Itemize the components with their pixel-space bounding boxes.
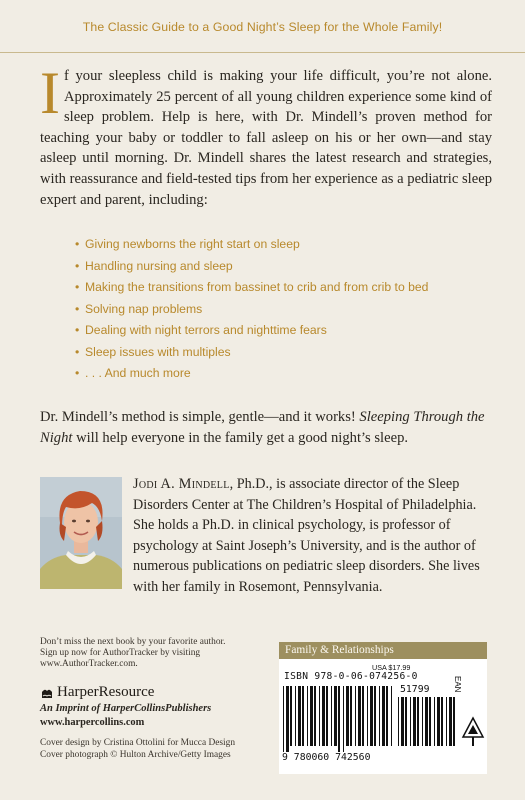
- list-item-label: Sleep issues with multiples: [85, 344, 231, 359]
- cover-credits: [40, 738, 260, 761]
- list-item-label: Solving nap problems: [85, 301, 203, 316]
- list-item-label: Giving newborns the right start on sleep: [85, 237, 300, 251]
- list-item-label: Dealing with night terrors and nighttime fears: [85, 323, 327, 337]
- closing-text-start: Dr. Mindell’s method is simple, gentle—and it works!: [40, 409, 360, 425]
- intro-paragraph: [40, 60, 492, 210]
- list-item: [75, 277, 495, 299]
- bullet-icon: •: [75, 323, 80, 337]
- book-title: Sleeping Through the Night: [40, 409, 485, 446]
- list-item-label: Making the transitions from bassinet to crib and from crib to bed: [85, 280, 429, 294]
- tagline: The Classic Guide to a Good Night’s Sleep for the Whole Family!: [82, 20, 443, 34]
- list-item: [75, 234, 495, 256]
- bullet-icon: •: [75, 301, 80, 316]
- publisher-website: www.harpercollins.com: [40, 717, 145, 728]
- drop-cap: I: [40, 60, 60, 126]
- triangle-logo-icon: [460, 715, 486, 749]
- author-bio-text: , Ph.D., is associate director of the Sleep Disorders Center at The Children’s Hospital of Philadelphia. She holds a Ph.D. in clinical psychology, is professor of psychology at Saint Joseph’s University, and is the author of numerous publications on pediatric sleep disorders. She lives with her family in Rosemont, Pennsylvania.: [133, 476, 480, 595]
- author-name: Jodi A. Mindell: [133, 476, 230, 492]
- harper-fire-water-icon: [40, 686, 54, 700]
- price-label: USA $17.99: [372, 663, 411, 672]
- price-code: 51799: [400, 684, 430, 695]
- bullet-icon: •: [75, 258, 80, 273]
- intro-text: f your sleepless child is making your life difficult, you’re not alone. Approximately 25 percent of all young children experience some kind of sleep problem. Help is here, with Dr. Mindell’s proven method for teaching your baby or toddler to fall asleep on his or her own—and stay asleep until morning. Dr. Mindell shares the latest research and strategies, with reassurance and field-tested tips from her experience as a pediatric sleep expert and parent, including:: [40, 68, 492, 208]
- bullet-icon: •: [75, 344, 80, 359]
- isbn-label: ISBN 978-0-06-074256-0: [284, 671, 418, 682]
- cover-design-credit: Cover design by Cristina Ottolini for Mucca Design: [40, 738, 236, 748]
- feature-list: [75, 234, 495, 385]
- ean-label: EAN: [453, 676, 462, 693]
- closing-paragraph: [40, 407, 492, 449]
- list-item-label: . . . And much more: [85, 366, 191, 380]
- divider: [0, 52, 525, 53]
- bullet-icon: •: [75, 237, 80, 251]
- author-bio: [133, 474, 497, 597]
- list-item: [75, 256, 495, 278]
- authortracker-promo: [40, 637, 240, 670]
- promo-line: Sign up now for AuthorTracker by visiting: [40, 648, 201, 658]
- barcode-digits: 9 780060 742560: [282, 752, 371, 763]
- publisher-imprint: An Imprint of HarperCollinsPublishers: [40, 703, 212, 714]
- list-item-label: Handling nursing and sleep: [85, 258, 233, 273]
- promo-url: www.AuthorTracker.com.: [40, 659, 138, 669]
- list-item: [75, 342, 495, 364]
- closing-text-end: will help everyone in the family get a good night’s sleep.: [72, 430, 409, 446]
- list-item: [75, 320, 495, 342]
- bullet-icon: •: [75, 366, 80, 380]
- promo-line: Don’t miss the next book by your favorite author.: [40, 637, 226, 647]
- publisher-logo: [40, 684, 260, 701]
- list-item: [75, 299, 495, 321]
- list-item: [75, 363, 495, 385]
- category-band: Family & Relationships: [279, 642, 487, 659]
- price-barcode: [398, 697, 456, 752]
- bullet-icon: •: [75, 280, 80, 294]
- cover-photo-credit: Cover photograph © Hulton Archive/Getty Images: [40, 749, 231, 760]
- publisher-name: HarperResource: [57, 684, 155, 700]
- author-photo: [40, 477, 122, 589]
